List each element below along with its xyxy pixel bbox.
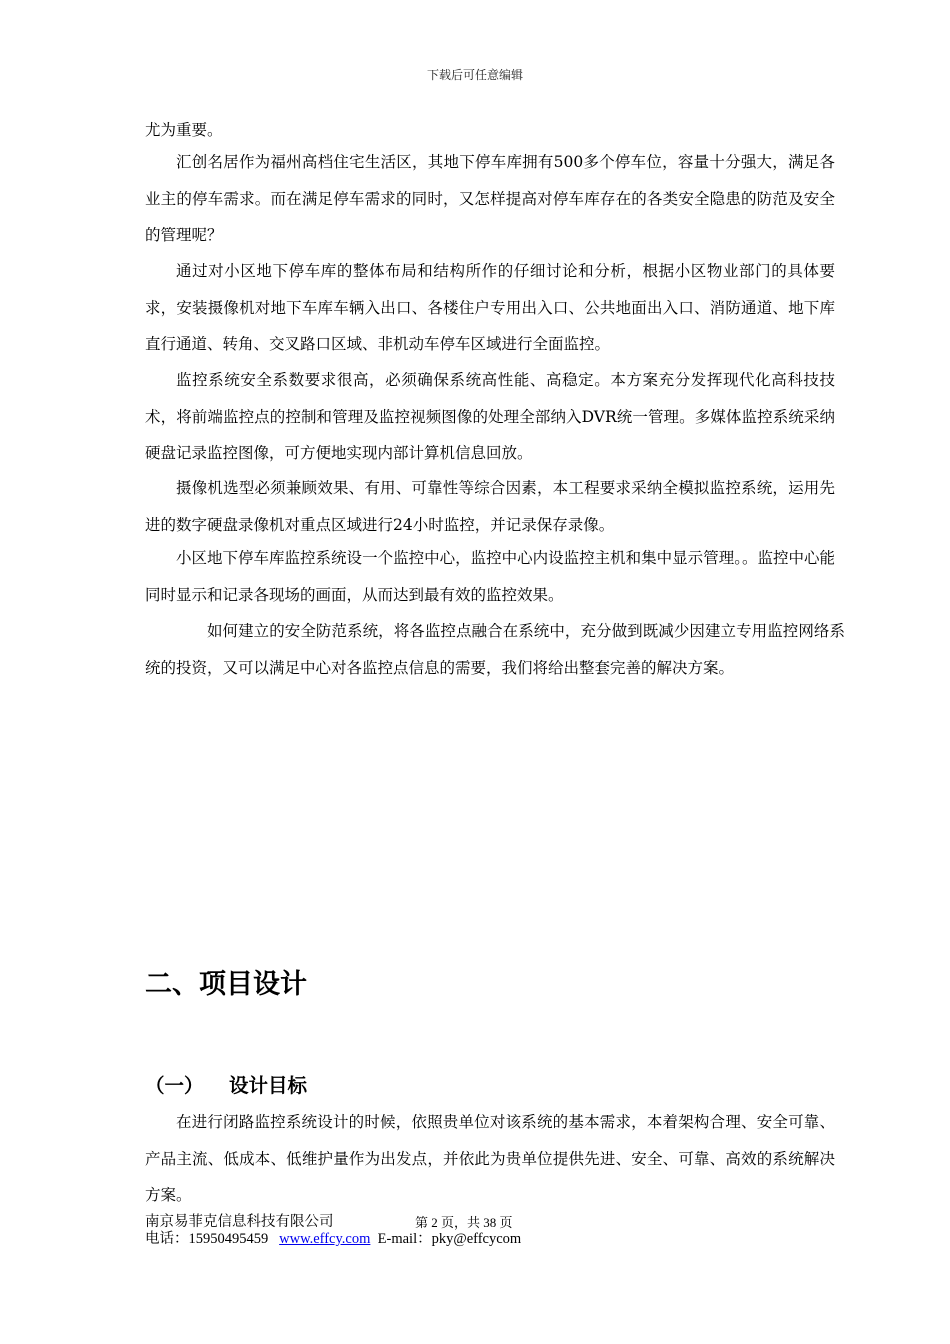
- footer-phone: 电话：15950495459: [145, 1231, 269, 1247]
- footer-company: 南京易菲克信息科技有限公司: [145, 1214, 334, 1230]
- page-header-note: 下载后可任意编辑: [426, 68, 523, 82]
- paragraph-intro: 汇创名居作为福州高档住宅生活区，其地下停车库拥有500多个停车位，容量十分强大，满足各业主的停车需求。而在满足停车需求的同时，又怎样提高对停车库存在的各类安全隐患的防范及安全的管理呢？: [145, 153, 835, 244]
- footer-website-link[interactable]: www.effcy.com: [279, 1231, 371, 1247]
- paragraph-analysis: 通过对小区地下停车库的整体布局和结构所作的仔细讨论和分析，根据小区物业部门的具体要求，安装摄像机对地下车库车辆入出口、各楼住户专用出入口、公共地面出入口、消防通道、地下库直行通道、转角、交叉路口区域、非机动车停车区域进行全面监控。: [145, 262, 835, 353]
- subsection-heading: [145, 1070, 307, 1098]
- page-footer: [145, 1214, 521, 1248]
- paragraph-continuation: 尤为重要。: [145, 121, 223, 139]
- footer-contact: [145, 1231, 521, 1248]
- paragraph-camera: 摄像机选型必须兼顾效果、有用、可靠性等综合因素，本工程要求采纳全模拟监控系统，运用先进的数字硬盘录像机对重点区域进行24小时监控，并记录保存录像。: [145, 479, 835, 534]
- paragraph-monitor-center: 小区地下停车库监控系统设一个监控中心，监控中心内设监控主机和集中显示管理。。监控中心能同时显示和记录各现场的画面，从而达到最有效的监控效果。: [145, 549, 835, 604]
- subsection-number: （一）: [145, 1074, 204, 1097]
- footer-page-number: 第 2 页，共 38 页: [415, 1215, 513, 1230]
- subsection-title: 设计目标: [229, 1074, 308, 1097]
- paragraph-security: 监控系统安全系数要求很高，必须确保系统高性能、高稳定。本方案充分发挥现代化高科技技术，将前端监控点的控制和管理及监控视频图像的处理全部纳入DVR统一管理。多媒体监控系统采纳硬盘记录监控图像，可方便地实现内部计算机信息回放。: [145, 371, 835, 462]
- paragraph-solution: 如何建立的安全防范系统，将各监控点融合在系统中，充分做到既减少因建立专用监控网络系统的投资，又可以满足中心对各监控点信息的需要，我们将给出整套完善的解决方案。: [145, 622, 845, 677]
- paragraph-design-goal: 在进行闭路监控系统设计的时候，依照贵单位对该系统的基本需求，本着架构合理、安全可靠、产品主流、低成本、低维护量作为出发点，并依此为贵单位提供先进、安全、可靠、高效的系统解决方案。: [145, 1113, 835, 1204]
- section-title: 二、项目设计: [145, 969, 307, 1000]
- footer-email: E-mail：pky@effcycom: [377, 1231, 522, 1247]
